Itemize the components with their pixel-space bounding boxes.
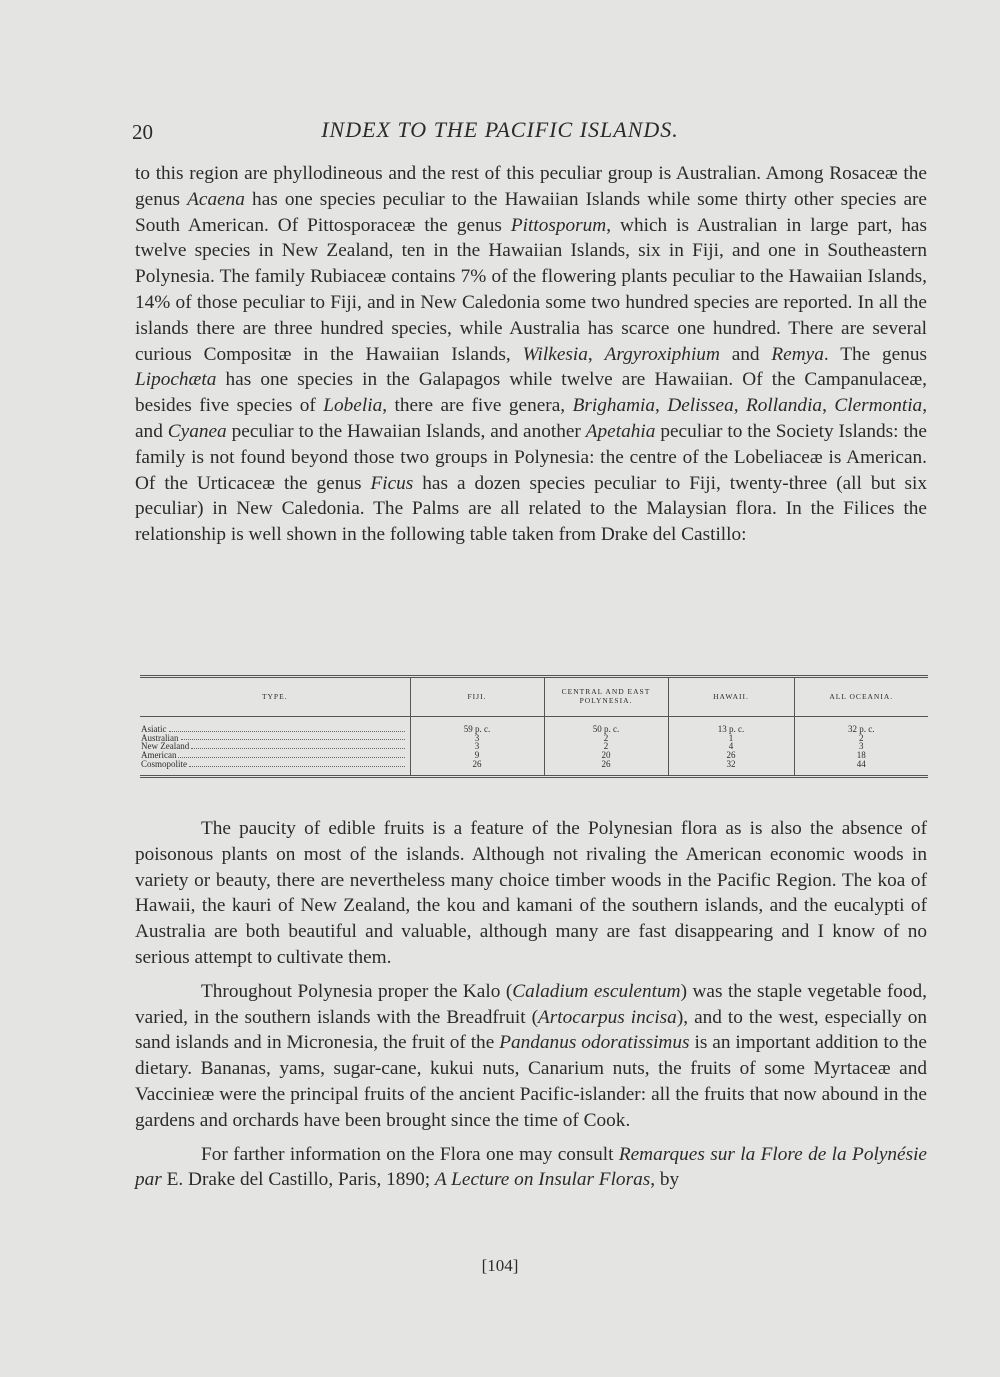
table-cell: 3 <box>474 741 480 752</box>
paragraph-edible-fruits: The paucity of edible fruits is a feature of the Polynesian flora as is also the absence of poisonous plants on most of the islands. Although not rivaling the American economic woods in variety or beauty, there are nevertheless many choice timber woods in the Pacific Region. The koa of Hawaii, the kauri of New Zealand, the kou and kamani of the southern islands, and the eucalypti of Australia are both beautiful and valuable, although many are fast disappearing and I know of no serious attempt to cultivate them. <box>135 818 927 968</box>
fiji-column <box>410 717 544 775</box>
table-cell: 32 p. c. <box>848 724 875 734</box>
header-type: TYPE. <box>140 678 410 717</box>
header-all-oceania: ALL OCEANIA. <box>794 678 928 717</box>
table-header-row <box>140 678 928 717</box>
paragraph-flora-relations: to this region are phyllodineous and the rest of this peculiar group is Australian. Among Rosaceæ the genus Acaena has one species peculiar to the Hawaiian Islands while some thirty other species are South American. Of Pittosporaceæ the genus Pittosporum, which is Australian in large part, has twelve species in New Zealand, ten in the Hawaiian Islands, six in Fiji, and one in Southeastern Polynesia. The family Rubiaceæ contains 7% of the flowering plants peculiar to the Hawaiian Islands, 14% of those peculiar to Fiji, and in New Caledonia some two hundred species are reported. In all the islands there are three hundred species, while Australia has scarce one hundred. There are several curious Compositæ in the Hawaiian Islands, Wilkesia, Argyroxiphium and Remya. The genus Lipochæta has one species in the Galapagos while twelve are Hawaiian. Of the Campanulaceæ, besides five species of Lobelia, there are five genera, Brighamia, Delissea, Rollandia, Clermontia, and Cyanea peculiar to the Hawaiian Islands, and another Apetahia peculiar to the Society Islands: the family is not found beyond those two groups in Polynesia: the centre of the Lobeliaceæ is American. Of the Urticaceæ the genus Ficus has a dozen species peculiar to Fiji, twenty-three (all but six peculiar) in New Caledonia. The Palms are all related to the Malaysian flora. In the Filices the relationship is well shown in the following table taken from Drake del Castillo: <box>135 163 928 546</box>
type-column <box>140 717 410 775</box>
table-cell: 13 p. c. <box>717 724 745 734</box>
table-row: Asiatic <box>141 725 409 734</box>
table-cell: 20 <box>601 750 611 761</box>
table-cell: 9 <box>474 750 480 761</box>
table-row: Cosmopolite <box>141 760 409 769</box>
table-cell: 2 <box>603 741 609 752</box>
table-cell: 4 <box>728 741 734 752</box>
page-number: 20 <box>132 120 153 144</box>
table-cell: 50 p. c. <box>592 724 620 734</box>
paragraph-kalo: Throughout Polynesia proper the Kalo (Caladium esculentum) was the staple vegetable food, varied, in the southern islands with the Breadfruit (Artocarpus incisa), and to the west, especially on sand islands and in Micronesia, the fruit of the Pandanus odoratissimus is an important addition to the dietary. Bananas, yams, sugar-cane, kukui nuts, Canarium nuts, the fruits of some Myrtaceæ and Vaccinieæ were the principal fruits of the ancient Pacific-islander: all the fruits that now abound in the gardens and orchards have been brought since the time of Cook. <box>135 980 927 1131</box>
table-row: American <box>141 751 409 760</box>
table-cell: 18 <box>856 750 866 761</box>
table-row: New Zealand <box>141 742 409 751</box>
table-cell: 3 <box>474 732 480 743</box>
running-title: INDEX TO THE PACIFIC ISLANDS. <box>321 117 679 142</box>
table-cell: 3 <box>859 741 864 752</box>
table-cell: 59 p. c. <box>463 724 491 734</box>
table-cell: 26 <box>726 750 736 761</box>
header-hawaii: HAWAII. <box>668 678 794 717</box>
table-row: Australian <box>141 734 409 743</box>
folio-number: [104] <box>481 1256 519 1275</box>
filices-table <box>140 675 928 778</box>
table-cell: 26 <box>472 758 482 769</box>
table-cell: 26 <box>601 758 611 769</box>
table-cell: 32 <box>726 758 736 769</box>
table-cell: 1 <box>728 732 734 743</box>
header-central-east-polynesia: CENTRAL AND EAST POLYNESIA. <box>544 678 668 717</box>
paragraph-further-information: For farther information on the Flora one may consult Remarques sur la Flore de la Polynésie par E. Drake del Castillo, Paris, 1890; A Lecture on Insular Floras, by <box>135 1143 927 1191</box>
all-oceania-column <box>794 717 928 775</box>
table-cell: 2 <box>859 732 864 743</box>
central-east-polynesia-column <box>544 717 668 775</box>
table-cell: 44 <box>856 758 866 769</box>
header-fiji: FIJI. <box>410 678 544 717</box>
body-text-lower <box>135 816 927 1193</box>
table-body-row <box>140 717 928 775</box>
table-bottom-rule <box>140 775 928 778</box>
hawaii-column <box>668 717 794 775</box>
table-cell: 2 <box>603 732 609 743</box>
